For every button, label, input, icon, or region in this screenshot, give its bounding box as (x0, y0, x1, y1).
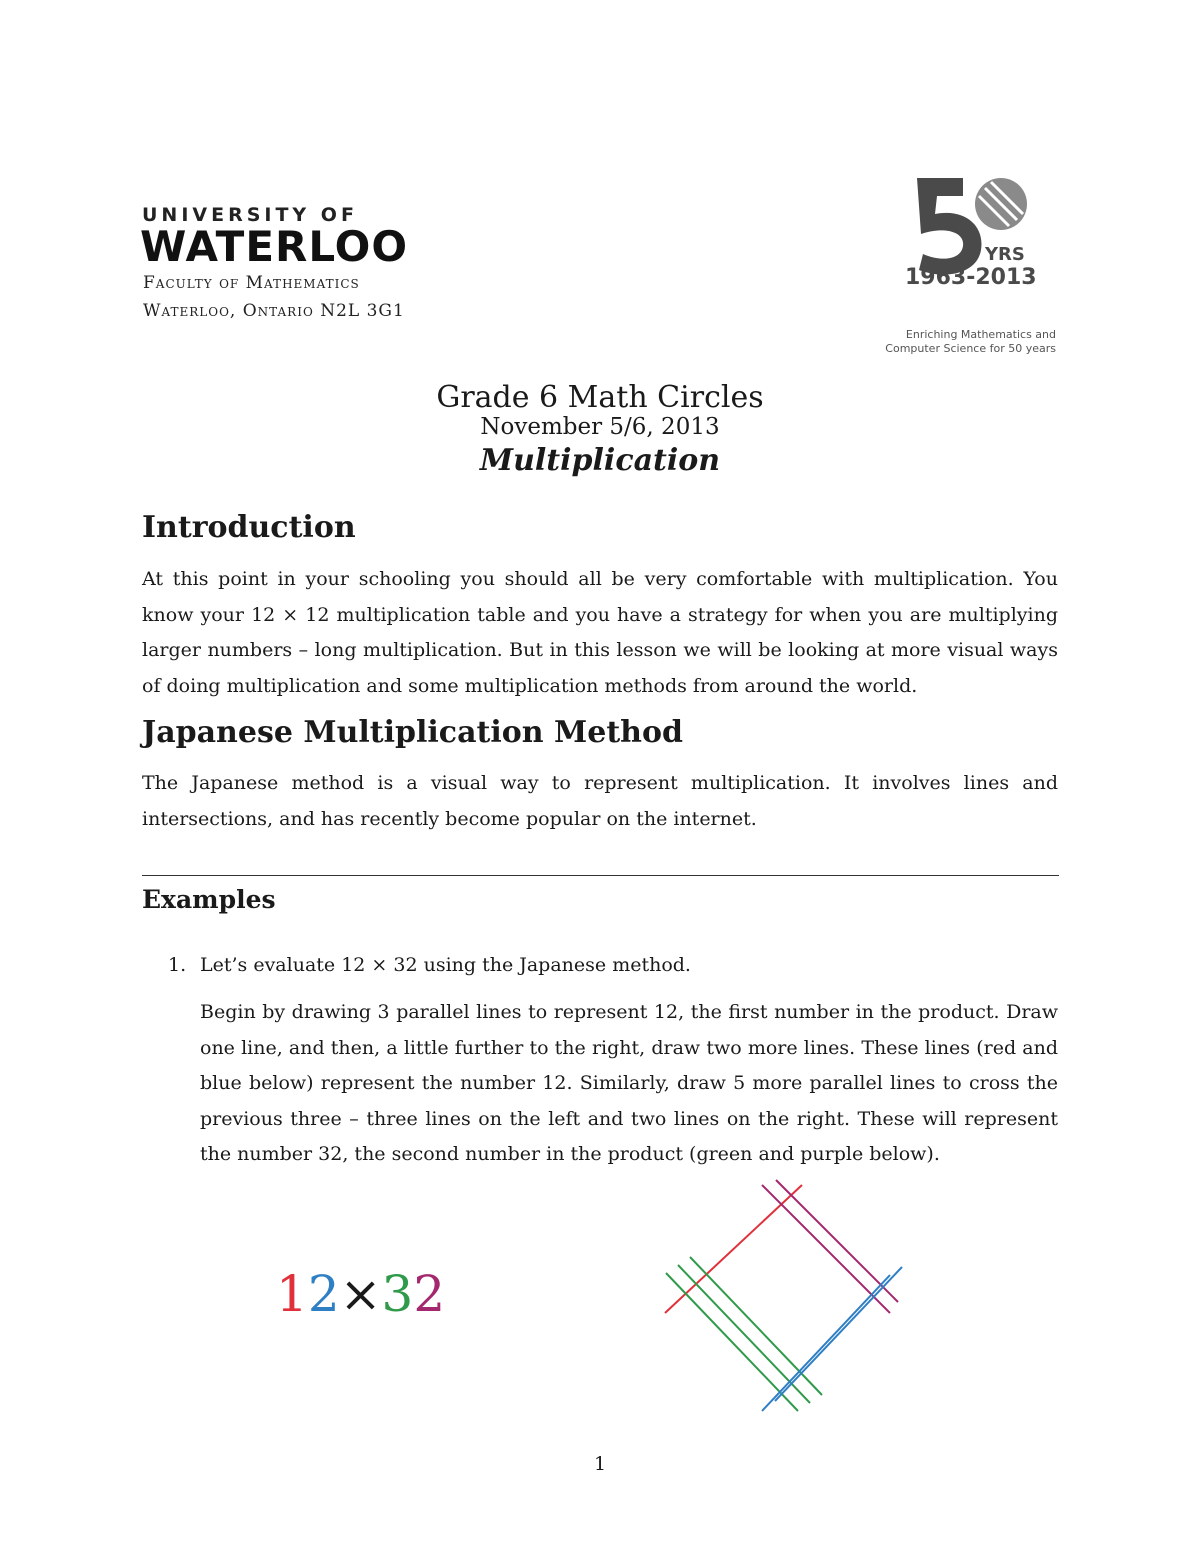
faculty-address: Waterloo, Ontario N2L 3G1 (143, 301, 405, 321)
blue-line-1 (762, 1275, 890, 1411)
example-item-number: 1. (168, 954, 187, 976)
university-of-text: UNIVERSITY OF (142, 204, 358, 226)
waterloo-logo-text: WATERLOO (140, 222, 409, 271)
page-number: 1 (593, 1453, 607, 1475)
intro-heading: Introduction (142, 510, 356, 545)
japanese-method-heading: Japanese Multiplication Method (142, 715, 683, 750)
faculty-name: Faculty of Mathematics (143, 273, 360, 293)
blue-line-2 (775, 1267, 902, 1401)
tagline-line-2: Computer Science for 50 years (885, 342, 1056, 355)
anniversary-tagline (874, 328, 1056, 356)
product-digit-4: 2 (413, 1265, 446, 1323)
tagline-line-1: Enriching Mathematics and (905, 328, 1056, 341)
examples-heading: Examples (142, 885, 276, 914)
purple-line-2 (776, 1180, 898, 1302)
example-item-intro: Let’s evaluate 12 × 32 using the Japanese method. (200, 954, 691, 976)
purple-line-1 (762, 1185, 890, 1313)
section-divider (142, 875, 1059, 876)
product-digit-2: 2 (307, 1265, 340, 1323)
document-topic: Multiplication (479, 443, 721, 478)
green-line-3 (690, 1257, 822, 1395)
document-title: Grade 6 Math Circles (436, 380, 764, 415)
document-date: November 5/6, 2013 (480, 414, 720, 440)
product-digit-3: 3 (381, 1265, 414, 1323)
japanese-lines-diagram (650, 1175, 910, 1425)
example-item-paragraph: Begin by drawing 3 parallel lines to represent 12, the first number in the product. Draw one line, and then, a little further to the right, draw two more lines. These lines (red and blue below) represent the number 12. Similarly, draw 5 more parallel lines to cross the previous three – three lines on the left and two lines on the right. These will represent the number 32, the second number in the product (green and purple below). (200, 1001, 1058, 1165)
colored-product-expression (276, 1265, 445, 1323)
yrs-label: YRS (985, 244, 1025, 265)
green-line-1 (666, 1273, 798, 1411)
product-digit-1: 1 (276, 1265, 308, 1323)
anniversary-years: 1963-2013 (905, 265, 1037, 290)
times-symbol: × (339, 1265, 382, 1323)
intro-paragraph: At this point in your schooling you should all be very comfortable with multiplication. You know your 12 × 12 multiplication table and you have a strategy for when you are multiplying larger numbers – long multiplication. But in this lesson we will be looking at more visual ways of doing multiplication and some multiplication methods from around the world. (142, 568, 1058, 697)
japanese-method-paragraph: The Japanese method is a visual way to represent multiplication. It involves lines and intersections, and has recently become popular on the internet. (142, 772, 1058, 830)
